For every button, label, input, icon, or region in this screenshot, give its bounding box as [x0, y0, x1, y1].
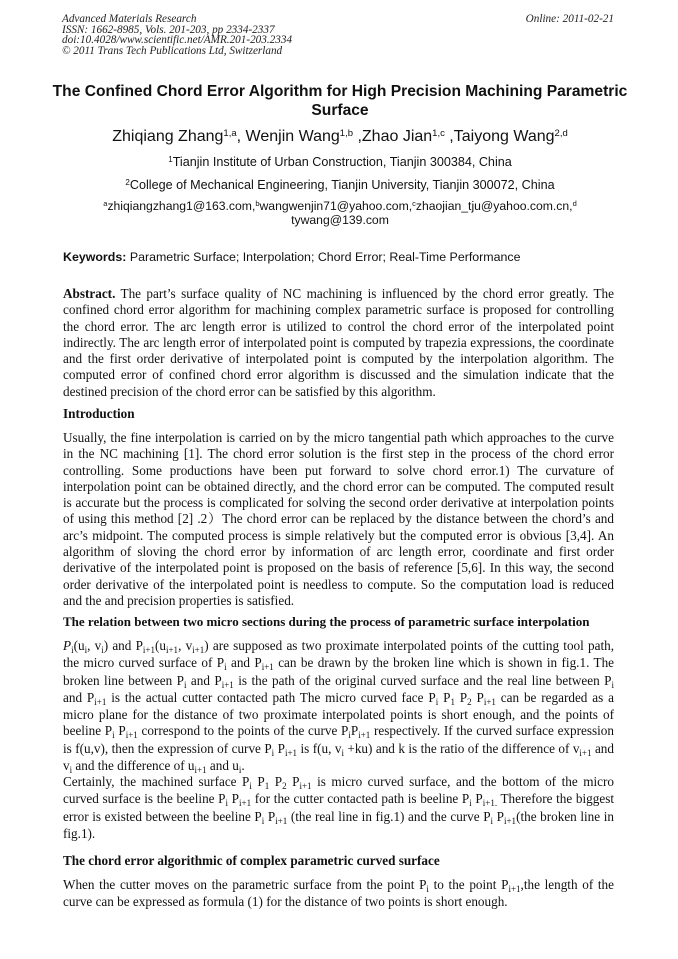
author-name: Zhao Jian	[361, 128, 433, 145]
keywords	[63, 250, 521, 264]
abstract-label: Abstract.	[63, 286, 116, 301]
email-sup: c	[412, 199, 416, 208]
author-sup: 2,d	[554, 128, 568, 139]
author-name: Taiyong Wang	[453, 128, 555, 145]
author-name: Zhiqiang Zhang	[112, 128, 224, 145]
abstract-text: The part’s surface quality of NC machining is influenced by the chord error greatly. The confined chord error algorithm for machining complex parametric surface is proposed for controlling the chord error. The arc length error is utilized to control the chord error of the interpolated point indirectly. The arc length error of interpolated point is computed by trapezia expressions, the coordinate and the first order derivative of interpolated point is computed by the interpolation algorithm. The computed error of confined chord error algorithm is discussed and the simulation indicate that the destined precision of the chord error can be satisfied by this algorithm.	[63, 286, 614, 399]
section-heading-relation: The relation between two micro sections during the process of parametric surface interpolation	[63, 614, 590, 629]
keywords-label: Keywords:	[63, 250, 127, 264]
chord-error-text: When the cutter moves on the parametric surface from the point $P_i$ to the point $P_{i+1},the$ length of the curve can be expressed as formula (1) for the distance of two points is short enough.	[63, 877, 615, 910]
online-date: Online: 2011-02-21	[525, 13, 614, 25]
email-sup: d	[572, 199, 577, 208]
journal-name: Advanced Materials Research	[62, 13, 197, 25]
issn-line: ISSN: 1662-8985, Vols. 201-203, pp 2334-2337	[62, 23, 275, 36]
relation-paragraph-1: $P_i(u_i$, $v_i$) and $P_{i+1}(u_{i+1}$, $v_{i+1}$) are supposed as two proximate interpolated points of the cutting tool path, the micro curved surface of $P_i$ and $P_{i+1}$ can be drawn by the broken line which is shown in fig.1. The broken line between $P_i$ and $P_{i+1}$ is the path of the original curved surface and the real line between $P_i$ and $P_{i+1}$ is the actual cutter contacted path The micro curved face $P_i$ $P_1$ $P_2$ $P_{i+1}$ can be regarded as a micro plane for the distance of two proximate interpolated points is short enough, and the points of beeline $P_i$ $P_{i+1}$ correspond to the points of the curve $P_iP_{i+1}$ respectively. If the curved surface expression is f(u,v), then the expression of curve $P_i$ $P_{i+1}$ is f(u, $v_i +ku$) and k is the ratio of the difference of $v_{i+1}$ and $v_i$ and the difference of $u_{i+1}$ and $u_i$.	[63, 638, 615, 776]
introduction-text: Usually, the fine interpolation is carried on by the micro tangential path which approaches to the curve in the NC machining [1]. The chord error solution is the first step in the process of the chord error controlling. Some productions have been put forward to solve chord error.1) The curvature of interpolation point can be obtained directly, and the chord error can be computed. The computed result is accurate but the process is complicated for solving the second order derivative at interpolation points of using this method [2] .2）The chord error can be replaced by the distance between the chord’s and arc’s midpoint. The computed process is simple relatively but the computed error is obvious [3,4]. An algorithm of sloving the chord error by information of arc length error, coordinate and first order derivative of the interpolated point is proposed on the basis of reference [5,6]. In this way, the second order derivative of the interpolated point is needless to compute. So the computation load is reduced and the and precision properties is satisfied.	[63, 430, 614, 608]
author-name: Wenjin Wang	[245, 128, 340, 145]
email-link[interactable]: zhaojian_tju@yahoo.com.cn,	[415, 199, 573, 213]
email-link[interactable]: zhiqiangzhang1@163.com,	[107, 199, 256, 213]
paper-title: The Confined Chord Error Algorithm for High Precision Machining Parametric Surface	[52, 83, 628, 119]
email-link[interactable]: tywang@139.com	[291, 213, 389, 227]
affiliation-text: College of Mechanical Engineering, Tianjin University, Tianjin 300072, China	[129, 178, 555, 192]
affiliation-sup: 1	[168, 155, 173, 164]
author-sup: 1,a	[223, 128, 237, 139]
email-sup: a	[103, 199, 108, 208]
author-sep: ,	[236, 128, 246, 145]
affiliation-sup: 2	[125, 178, 130, 187]
affiliation-text: Tianjin Institute of Urban Construction, Tianjin 300384, China	[172, 155, 512, 169]
affiliation-2	[40, 178, 640, 192]
keywords-text: Parametric Surface; Interpolation; Chord Error; Real-Time Performance	[129, 250, 521, 264]
author-sep: ,	[353, 128, 362, 145]
author-sep: ,	[444, 128, 454, 145]
author-sup: 1,b	[339, 128, 354, 139]
doi-line: doi:10.4028/www.scientific.net/AMR.201-203.2334	[62, 34, 293, 47]
abstract	[63, 286, 614, 400]
section-heading-chord-error: The chord error algorithmic of complex parametric curved surface	[63, 853, 440, 868]
section-heading-introduction: Introduction	[63, 406, 135, 421]
affiliation-1	[40, 155, 640, 169]
author-emails	[40, 199, 640, 227]
journal-header	[62, 14, 292, 56]
email-sup: b	[255, 199, 260, 208]
relation-paragraph-2: Certainly, the machined surface $P_i$ $P_1$ $P_2$ $P_{i+1}$ is micro curved surface, and the bottom of the micro curved surface is the beeline $P_i$ $P_{i+1}$ for the cutter contacted path is beeline $P_i$ $P_{i+1.}$ Therefore the biggest error is existed between the beeline $P_i$ $P_{i+1}$ (the real line in fig.1) and the curve $P_i$ $P_{i+1}(the$ broken line in fig.1).	[63, 774, 614, 841]
author-list	[40, 127, 640, 147]
email-link[interactable]: wangwenjin71@yahoo.com,	[259, 199, 413, 213]
author-sup: 1,c	[432, 128, 445, 139]
copyright-line: © 2011 Trans Tech Publications Ltd, Switzerland	[62, 44, 283, 57]
